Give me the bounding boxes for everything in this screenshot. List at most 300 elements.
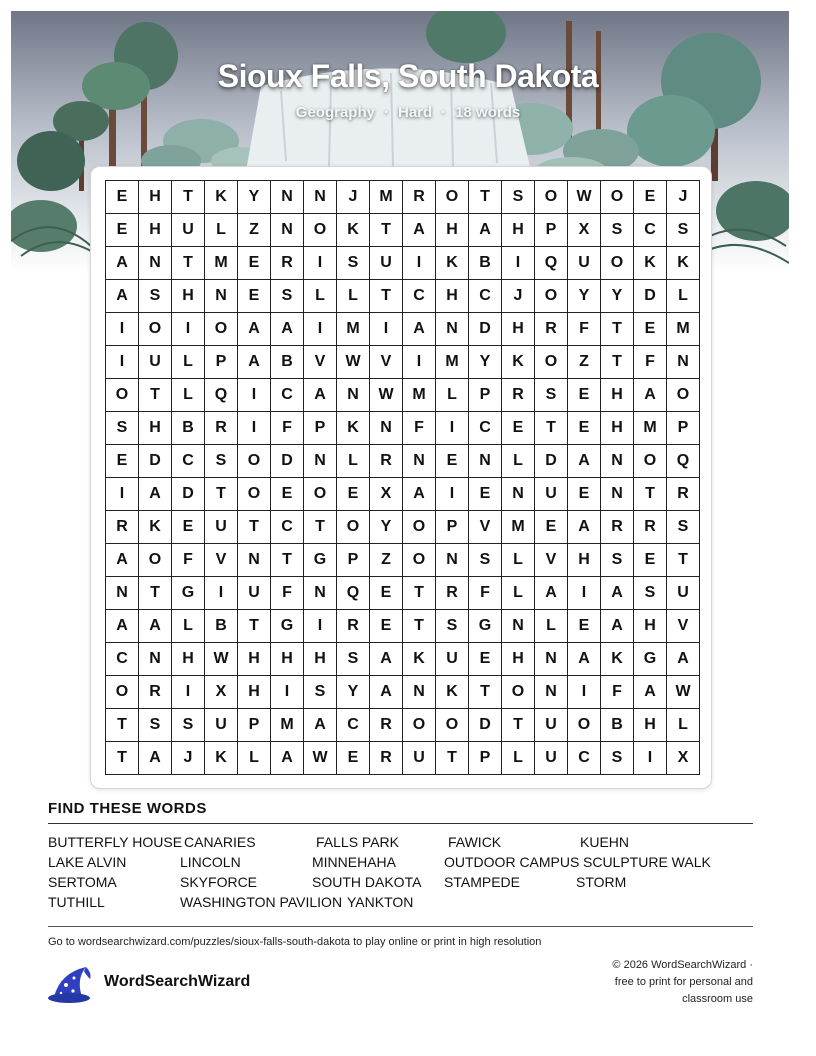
grid-cell[interactable]: O [502, 676, 535, 709]
grid-cell[interactable]: D [139, 445, 172, 478]
grid-cell[interactable]: U [139, 346, 172, 379]
grid-cell[interactable]: H [172, 280, 205, 313]
grid-cell[interactable]: M [205, 247, 238, 280]
grid-cell[interactable]: O [238, 445, 271, 478]
grid-cell[interactable]: K [139, 511, 172, 544]
grid-cell[interactable]: T [601, 313, 634, 346]
grid-cell[interactable]: A [403, 478, 436, 511]
grid-cell[interactable]: F [634, 346, 667, 379]
grid-cell[interactable]: K [205, 181, 238, 214]
grid-cell[interactable]: N [139, 643, 172, 676]
grid-cell[interactable]: A [469, 214, 502, 247]
grid-cell[interactable]: N [535, 676, 568, 709]
grid-cell[interactable]: J [667, 181, 700, 214]
grid-cell[interactable]: I [634, 742, 667, 775]
grid-cell[interactable]: H [271, 643, 304, 676]
grid-cell[interactable]: U [535, 709, 568, 742]
grid-cell[interactable]: N [436, 313, 469, 346]
grid-cell[interactable]: U [667, 577, 700, 610]
grid-cell[interactable]: Y [337, 676, 370, 709]
grid-cell[interactable]: E [238, 247, 271, 280]
grid-cell[interactable]: X [370, 478, 403, 511]
grid-cell[interactable]: A [304, 379, 337, 412]
grid-cell[interactable]: T [172, 247, 205, 280]
grid-cell[interactable]: R [370, 709, 403, 742]
grid-cell[interactable]: T [370, 214, 403, 247]
grid-cell[interactable]: K [337, 214, 370, 247]
grid-cell[interactable]: A [106, 247, 139, 280]
grid-cell[interactable]: T [601, 346, 634, 379]
grid-cell[interactable]: K [205, 742, 238, 775]
grid-cell[interactable]: T [304, 511, 337, 544]
grid-cell[interactable]: E [238, 280, 271, 313]
grid-cell[interactable]: S [205, 445, 238, 478]
grid-cell[interactable]: W [568, 181, 601, 214]
grid-cell[interactable]: S [337, 247, 370, 280]
grid-cell[interactable]: W [304, 742, 337, 775]
grid-cell[interactable]: N [403, 676, 436, 709]
grid-cell[interactable]: L [667, 709, 700, 742]
grid-cell[interactable]: F [271, 577, 304, 610]
grid-cell[interactable]: P [535, 214, 568, 247]
grid-cell[interactable]: K [601, 643, 634, 676]
grid-cell[interactable]: A [370, 643, 403, 676]
grid-cell[interactable]: X [205, 676, 238, 709]
grid-cell[interactable]: E [271, 478, 304, 511]
grid-cell[interactable]: M [436, 346, 469, 379]
grid-cell[interactable]: E [634, 313, 667, 346]
grid-cell[interactable]: T [370, 280, 403, 313]
grid-cell[interactable]: L [667, 280, 700, 313]
grid-cell[interactable]: U [568, 247, 601, 280]
grid-cell[interactable]: B [172, 412, 205, 445]
grid-cell[interactable]: O [304, 478, 337, 511]
grid-cell[interactable]: S [601, 544, 634, 577]
grid-cell[interactable]: T [106, 709, 139, 742]
grid-cell[interactable]: D [469, 709, 502, 742]
grid-cell[interactable]: H [238, 643, 271, 676]
grid-cell[interactable]: E [337, 478, 370, 511]
grid-cell[interactable]: H [568, 544, 601, 577]
grid-cell[interactable]: K [667, 247, 700, 280]
grid-cell[interactable]: V [370, 346, 403, 379]
grid-cell[interactable]: P [469, 379, 502, 412]
grid-cell[interactable]: S [667, 214, 700, 247]
grid-cell[interactable]: T [436, 742, 469, 775]
grid-cell[interactable]: T [106, 742, 139, 775]
grid-cell[interactable]: O [568, 709, 601, 742]
grid-cell[interactable]: S [304, 676, 337, 709]
grid-cell[interactable]: W [370, 379, 403, 412]
grid-cell[interactable]: P [436, 511, 469, 544]
grid-cell[interactable]: U [205, 511, 238, 544]
grid-cell[interactable]: J [172, 742, 205, 775]
grid-cell[interactable]: U [205, 709, 238, 742]
grid-cell[interactable]: A [271, 313, 304, 346]
grid-cell[interactable]: S [337, 643, 370, 676]
grid-cell[interactable]: N [304, 577, 337, 610]
grid-cell[interactable]: R [337, 610, 370, 643]
grid-cell[interactable]: I [172, 676, 205, 709]
grid-cell[interactable]: L [502, 742, 535, 775]
grid-cell[interactable]: Y [601, 280, 634, 313]
grid-cell[interactable]: T [667, 544, 700, 577]
grid-cell[interactable]: Z [238, 214, 271, 247]
grid-cell[interactable]: I [238, 379, 271, 412]
grid-cell[interactable]: U [535, 478, 568, 511]
grid-cell[interactable]: G [469, 610, 502, 643]
grid-cell[interactable]: A [106, 610, 139, 643]
grid-cell[interactable]: N [469, 445, 502, 478]
grid-cell[interactable]: H [634, 709, 667, 742]
grid-cell[interactable]: N [271, 214, 304, 247]
grid-cell[interactable]: K [502, 346, 535, 379]
grid-cell[interactable]: H [601, 379, 634, 412]
grid-cell[interactable]: S [271, 280, 304, 313]
grid-cell[interactable]: G [634, 643, 667, 676]
grid-cell[interactable]: I [106, 478, 139, 511]
grid-cell[interactable]: J [337, 181, 370, 214]
grid-cell[interactable]: S [601, 742, 634, 775]
grid-cell[interactable]: L [535, 610, 568, 643]
grid-cell[interactable]: Y [568, 280, 601, 313]
grid-cell[interactable]: Q [337, 577, 370, 610]
grid-cell[interactable]: S [139, 709, 172, 742]
grid-cell[interactable]: M [634, 412, 667, 445]
grid-cell[interactable]: L [205, 214, 238, 247]
grid-cell[interactable]: F [172, 544, 205, 577]
grid-cell[interactable]: P [667, 412, 700, 445]
grid-cell[interactable]: U [370, 247, 403, 280]
grid-cell[interactable]: Y [469, 346, 502, 379]
grid-cell[interactable]: M [271, 709, 304, 742]
grid-cell[interactable]: I [403, 247, 436, 280]
grid-cell[interactable]: H [304, 643, 337, 676]
grid-cell[interactable]: I [370, 313, 403, 346]
grid-cell[interactable]: U [436, 643, 469, 676]
grid-cell[interactable]: T [502, 709, 535, 742]
grid-cell[interactable]: C [634, 214, 667, 247]
grid-cell[interactable]: E [106, 214, 139, 247]
grid-cell[interactable]: A [139, 478, 172, 511]
grid-cell[interactable]: H [139, 412, 172, 445]
grid-cell[interactable]: H [601, 412, 634, 445]
grid-cell[interactable]: O [601, 181, 634, 214]
grid-cell[interactable]: A [139, 610, 172, 643]
grid-cell[interactable]: N [106, 577, 139, 610]
grid-cell[interactable]: H [634, 610, 667, 643]
grid-cell[interactable]: C [337, 709, 370, 742]
grid-cell[interactable]: U [535, 742, 568, 775]
grid-cell[interactable]: C [106, 643, 139, 676]
grid-cell[interactable]: I [568, 676, 601, 709]
grid-cell[interactable]: F [568, 313, 601, 346]
grid-cell[interactable]: X [667, 742, 700, 775]
grid-cell[interactable]: R [403, 181, 436, 214]
grid-cell[interactable]: G [172, 577, 205, 610]
grid-cell[interactable]: R [139, 676, 172, 709]
grid-cell[interactable]: R [370, 742, 403, 775]
grid-cell[interactable]: Z [568, 346, 601, 379]
grid-cell[interactable]: N [502, 610, 535, 643]
grid-cell[interactable]: N [601, 478, 634, 511]
grid-cell[interactable]: I [172, 313, 205, 346]
grid-cell[interactable]: N [601, 445, 634, 478]
grid-cell[interactable]: E [568, 478, 601, 511]
grid-cell[interactable]: O [667, 379, 700, 412]
grid-cell[interactable]: P [238, 709, 271, 742]
grid-cell[interactable]: H [502, 214, 535, 247]
grid-cell[interactable]: S [667, 511, 700, 544]
grid-cell[interactable]: H [436, 280, 469, 313]
grid-cell[interactable]: O [634, 445, 667, 478]
grid-cell[interactable]: T [139, 577, 172, 610]
grid-cell[interactable]: P [304, 412, 337, 445]
grid-cell[interactable]: H [139, 181, 172, 214]
grid-cell[interactable]: N [304, 181, 337, 214]
grid-cell[interactable]: C [271, 511, 304, 544]
grid-cell[interactable]: Z [370, 544, 403, 577]
grid-cell[interactable]: E [469, 643, 502, 676]
grid-cell[interactable]: L [436, 379, 469, 412]
grid-cell[interactable]: V [205, 544, 238, 577]
grid-cell[interactable]: S [601, 214, 634, 247]
grid-cell[interactable]: B [469, 247, 502, 280]
grid-cell[interactable]: A [370, 676, 403, 709]
grid-cell[interactable]: A [304, 709, 337, 742]
grid-cell[interactable]: T [172, 181, 205, 214]
grid-cell[interactable]: K [403, 643, 436, 676]
grid-cell[interactable]: E [568, 379, 601, 412]
grid-cell[interactable]: D [535, 445, 568, 478]
grid-cell[interactable]: M [370, 181, 403, 214]
grid-cell[interactable]: O [436, 709, 469, 742]
grid-cell[interactable]: R [370, 445, 403, 478]
grid-cell[interactable]: D [271, 445, 304, 478]
grid-cell[interactable]: F [271, 412, 304, 445]
grid-cell[interactable]: I [502, 247, 535, 280]
grid-cell[interactable]: S [469, 544, 502, 577]
grid-cell[interactable]: O [337, 511, 370, 544]
grid-cell[interactable]: O [403, 511, 436, 544]
grid-cell[interactable]: N [337, 379, 370, 412]
grid-cell[interactable]: N [205, 280, 238, 313]
grid-cell[interactable]: Q [535, 247, 568, 280]
grid-cell[interactable]: F [469, 577, 502, 610]
grid-cell[interactable]: V [535, 544, 568, 577]
grid-cell[interactable]: K [337, 412, 370, 445]
grid-cell[interactable]: E [370, 577, 403, 610]
grid-cell[interactable]: N [304, 445, 337, 478]
grid-cell[interactable]: O [238, 478, 271, 511]
grid-cell[interactable]: A [403, 214, 436, 247]
grid-cell[interactable]: S [634, 577, 667, 610]
grid-cell[interactable]: G [304, 544, 337, 577]
grid-cell[interactable]: A [271, 742, 304, 775]
grid-cell[interactable]: B [271, 346, 304, 379]
grid-cell[interactable]: O [205, 313, 238, 346]
grid-cell[interactable]: I [304, 610, 337, 643]
grid-cell[interactable]: N [139, 247, 172, 280]
grid-cell[interactable]: L [337, 445, 370, 478]
grid-cell[interactable]: S [139, 280, 172, 313]
grid-cell[interactable]: O [304, 214, 337, 247]
grid-cell[interactable]: A [238, 346, 271, 379]
grid-cell[interactable]: E [634, 544, 667, 577]
grid-cell[interactable]: S [106, 412, 139, 445]
grid-cell[interactable]: U [403, 742, 436, 775]
grid-cell[interactable]: M [337, 313, 370, 346]
grid-cell[interactable]: V [469, 511, 502, 544]
grid-cell[interactable]: T [238, 610, 271, 643]
grid-cell[interactable]: E [436, 445, 469, 478]
grid-cell[interactable]: Y [370, 511, 403, 544]
grid-cell[interactable]: F [403, 412, 436, 445]
grid-cell[interactable]: C [469, 280, 502, 313]
grid-cell[interactable]: R [667, 478, 700, 511]
grid-cell[interactable]: R [535, 313, 568, 346]
grid-cell[interactable]: O [403, 544, 436, 577]
grid-cell[interactable]: K [436, 247, 469, 280]
grid-cell[interactable]: I [304, 313, 337, 346]
grid-cell[interactable]: Q [667, 445, 700, 478]
grid-cell[interactable]: W [337, 346, 370, 379]
grid-cell[interactable]: E [568, 412, 601, 445]
grid-cell[interactable]: H [139, 214, 172, 247]
grid-cell[interactable]: O [106, 379, 139, 412]
grid-cell[interactable]: J [502, 280, 535, 313]
grid-cell[interactable]: S [502, 181, 535, 214]
grid-cell[interactable]: A [403, 313, 436, 346]
grid-cell[interactable]: N [502, 478, 535, 511]
grid-cell[interactable]: I [568, 577, 601, 610]
grid-cell[interactable]: O [106, 676, 139, 709]
grid-cell[interactable]: E [106, 445, 139, 478]
grid-cell[interactable]: T [403, 610, 436, 643]
grid-cell[interactable]: E [370, 610, 403, 643]
grid-cell[interactable]: M [667, 313, 700, 346]
grid-cell[interactable]: O [139, 313, 172, 346]
grid-cell[interactable]: Q [205, 379, 238, 412]
grid-cell[interactable]: S [436, 610, 469, 643]
grid-cell[interactable]: B [601, 709, 634, 742]
grid-cell[interactable]: M [502, 511, 535, 544]
grid-cell[interactable]: C [568, 742, 601, 775]
grid-cell[interactable]: R [436, 577, 469, 610]
grid-cell[interactable]: P [469, 742, 502, 775]
grid-cell[interactable]: A [634, 379, 667, 412]
grid-cell[interactable]: S [172, 709, 205, 742]
grid-cell[interactable]: V [667, 610, 700, 643]
grid-cell[interactable]: E [106, 181, 139, 214]
grid-cell[interactable]: I [304, 247, 337, 280]
grid-cell[interactable]: H [502, 313, 535, 346]
grid-cell[interactable]: N [436, 544, 469, 577]
grid-cell[interactable]: V [304, 346, 337, 379]
grid-cell[interactable]: O [403, 709, 436, 742]
grid-cell[interactable]: U [238, 577, 271, 610]
grid-cell[interactable]: Y [238, 181, 271, 214]
grid-cell[interactable]: T [403, 577, 436, 610]
grid-cell[interactable]: D [634, 280, 667, 313]
grid-cell[interactable]: C [271, 379, 304, 412]
grid-cell[interactable]: L [502, 445, 535, 478]
grid-cell[interactable]: T [469, 181, 502, 214]
grid-cell[interactable]: O [139, 544, 172, 577]
grid-cell[interactable]: I [436, 478, 469, 511]
grid-cell[interactable]: F [601, 676, 634, 709]
grid-cell[interactable]: T [634, 478, 667, 511]
grid-cell[interactable]: C [469, 412, 502, 445]
grid-cell[interactable]: T [205, 478, 238, 511]
grid-cell[interactable]: E [535, 511, 568, 544]
grid-cell[interactable]: N [271, 181, 304, 214]
grid-cell[interactable]: I [205, 577, 238, 610]
grid-cell[interactable]: T [469, 676, 502, 709]
grid-cell[interactable]: B [205, 610, 238, 643]
grid-cell[interactable]: N [370, 412, 403, 445]
grid-cell[interactable]: A [139, 742, 172, 775]
grid-cell[interactable]: A [601, 610, 634, 643]
grid-cell[interactable]: L [502, 577, 535, 610]
grid-cell[interactable]: D [469, 313, 502, 346]
grid-cell[interactable]: N [238, 544, 271, 577]
grid-cell[interactable]: T [271, 544, 304, 577]
grid-cell[interactable]: E [568, 610, 601, 643]
grid-cell[interactable]: R [601, 511, 634, 544]
grid-cell[interactable]: H [238, 676, 271, 709]
grid-cell[interactable]: M [403, 379, 436, 412]
grid-cell[interactable]: A [601, 577, 634, 610]
grid-cell[interactable]: H [502, 643, 535, 676]
grid-cell[interactable]: W [205, 643, 238, 676]
grid-cell[interactable]: K [436, 676, 469, 709]
grid-cell[interactable]: A [568, 643, 601, 676]
grid-cell[interactable]: R [106, 511, 139, 544]
grid-cell[interactable]: L [304, 280, 337, 313]
grid-cell[interactable]: A [238, 313, 271, 346]
grid-cell[interactable]: T [238, 511, 271, 544]
grid-cell[interactable]: U [172, 214, 205, 247]
grid-cell[interactable]: O [436, 181, 469, 214]
brand-name[interactable]: WordSearchWizard [104, 973, 251, 990]
grid-cell[interactable]: E [469, 478, 502, 511]
grid-cell[interactable]: E [502, 412, 535, 445]
grid-cell[interactable]: R [205, 412, 238, 445]
grid-cell[interactable]: H [172, 643, 205, 676]
grid-cell[interactable]: X [568, 214, 601, 247]
grid-cell[interactable]: P [205, 346, 238, 379]
grid-cell[interactable]: I [238, 412, 271, 445]
grid-cell[interactable]: L [172, 346, 205, 379]
grid-cell[interactable]: I [271, 676, 304, 709]
grid-cell[interactable]: A [568, 445, 601, 478]
grid-cell[interactable]: D [172, 478, 205, 511]
grid-cell[interactable]: L [172, 610, 205, 643]
grid-cell[interactable]: C [172, 445, 205, 478]
grid-cell[interactable]: E [172, 511, 205, 544]
grid-cell[interactable]: C [403, 280, 436, 313]
grid-cell[interactable]: O [535, 280, 568, 313]
grid-cell[interactable]: N [535, 643, 568, 676]
footer-link[interactable]: Go to wordsearchwizard.com/puzzles/sioux-falls-south-dakota to play online or print in high resolution [48, 936, 542, 948]
grid-cell[interactable]: L [502, 544, 535, 577]
grid-cell[interactable]: I [106, 346, 139, 379]
grid-cell[interactable]: E [634, 181, 667, 214]
grid-cell[interactable]: T [139, 379, 172, 412]
grid-cell[interactable]: P [337, 544, 370, 577]
grid-cell[interactable]: R [502, 379, 535, 412]
